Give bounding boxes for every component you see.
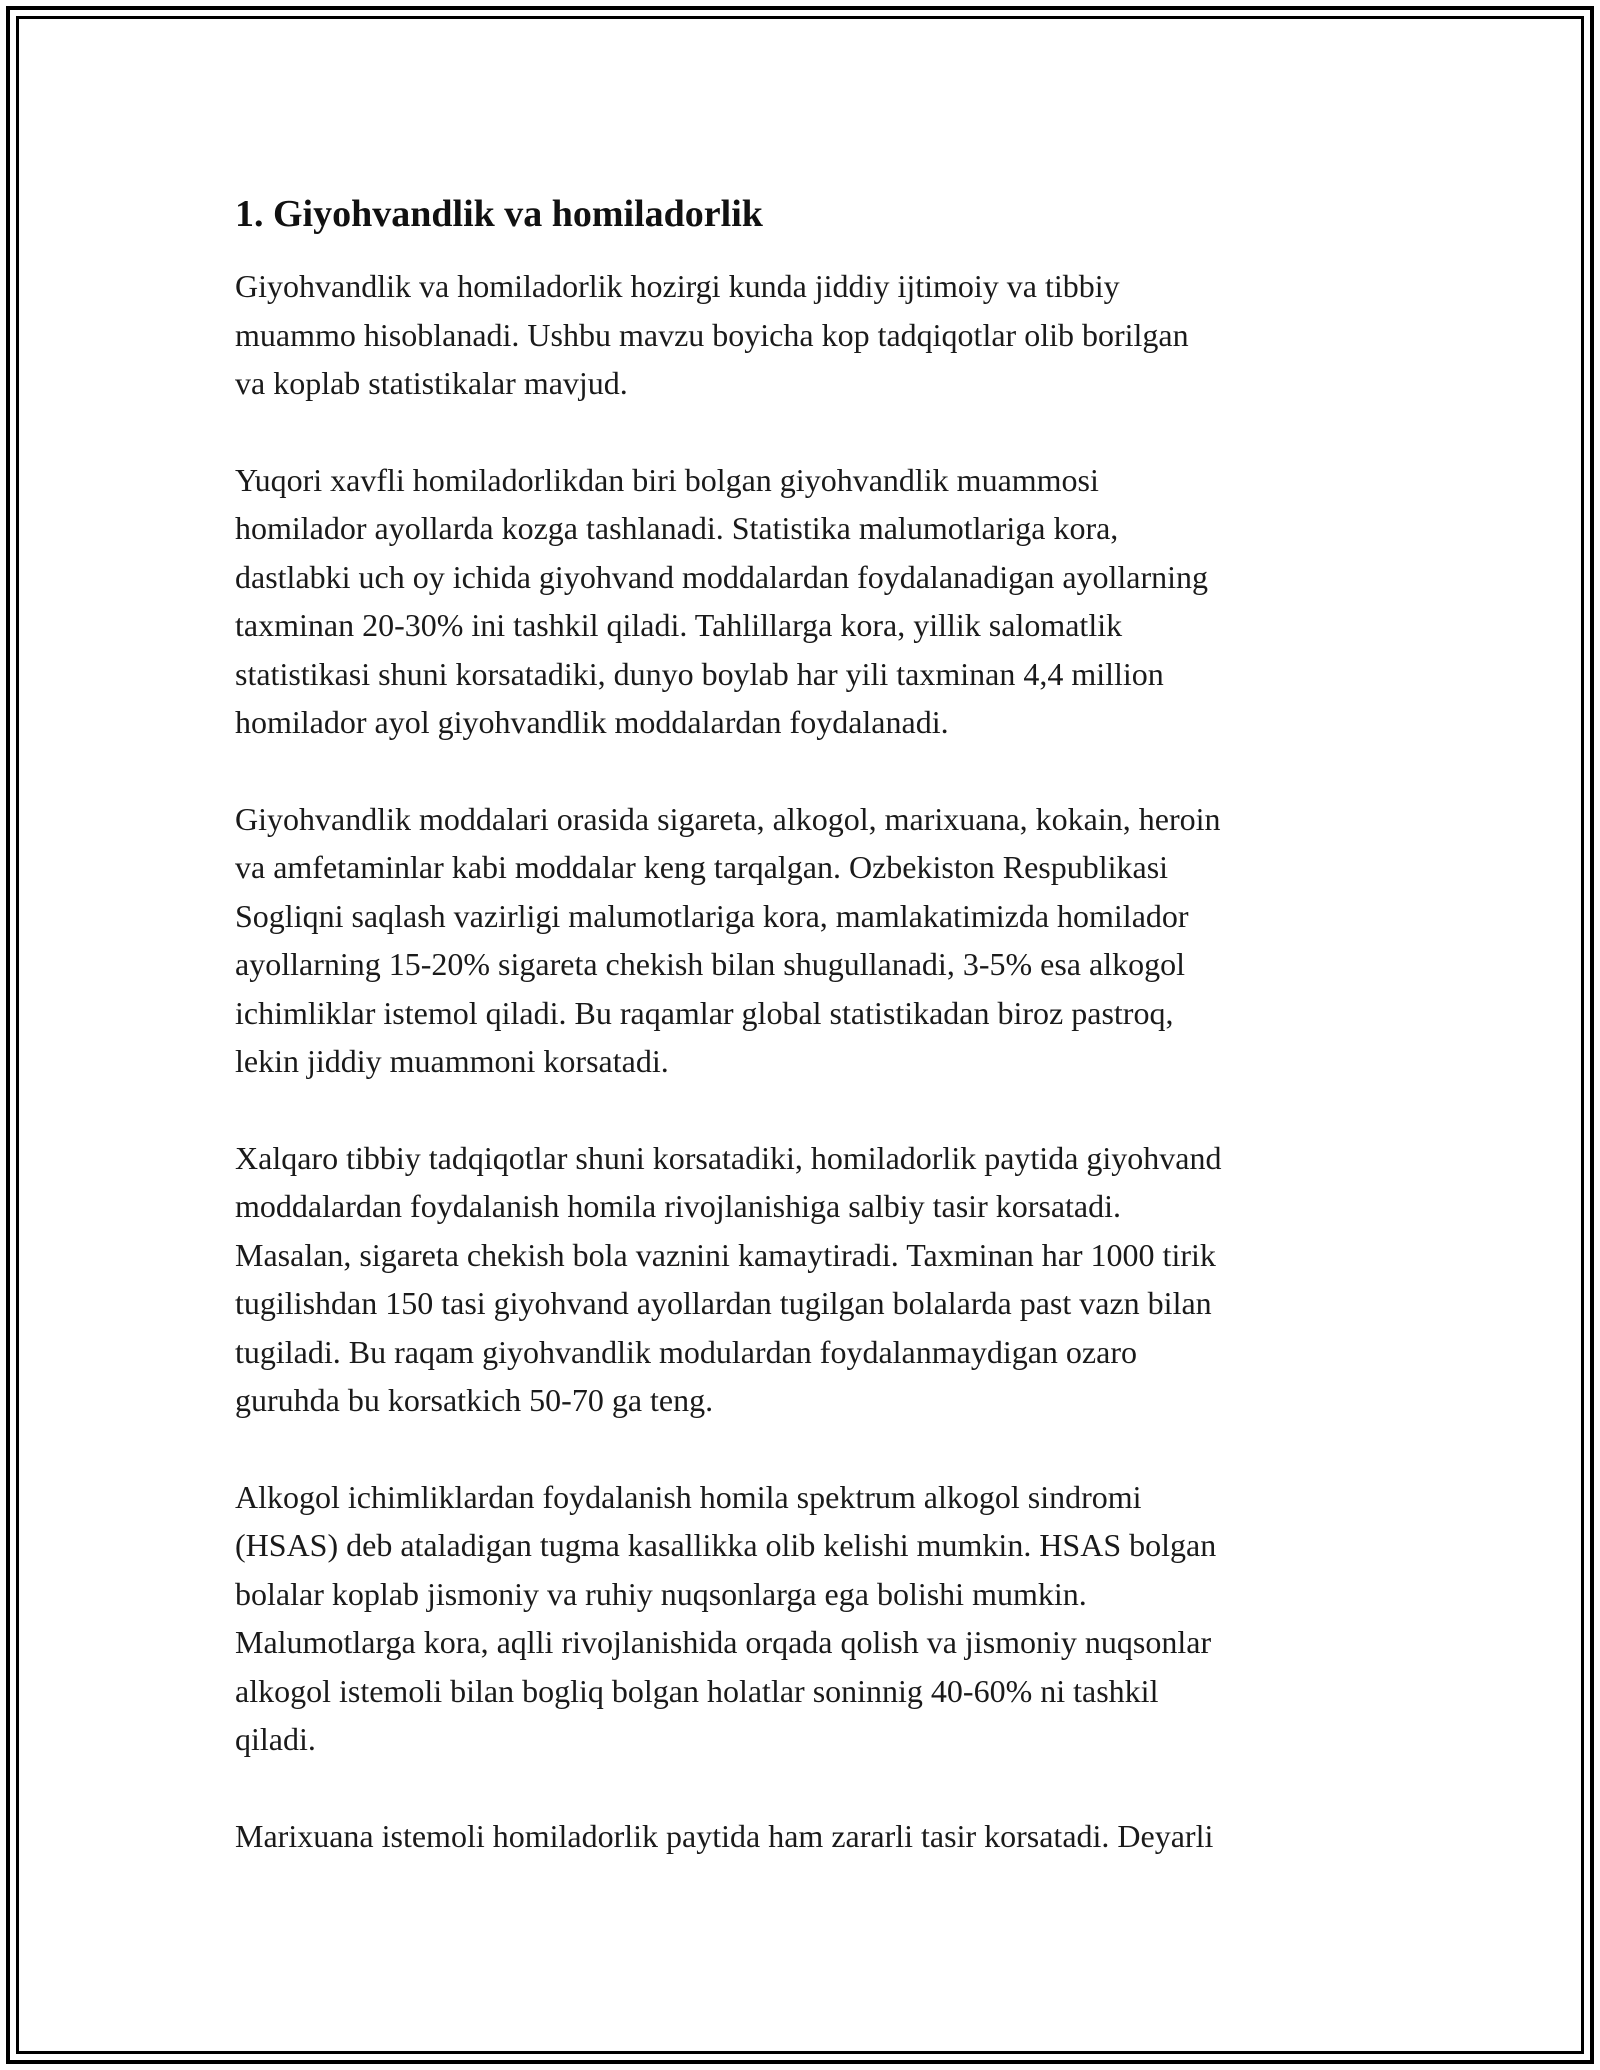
paragraph-substances-uzbekistan: Giyohvandlik moddalari orasida sigareta, alkogol, marixuana, kokain, heroin va amfetaminlar kabi moddalar keng tarqalgan. Ozbekiston Respublikasi Sogliqni saqlash vazirligi malumotlariga kora, mamlakatimizda homilador ayollarning 15-20% sigareta chekish bilan shugullanadi, 3-5% esa alkogol ichimliklar istemol qiladi. Bu raqamlar global statistikadan biroz pastroq, lekin jiddiy muammoni korsatadi. (235, 800, 1221, 1079)
paragraph-international-research: Xalqaro tibbiy tadqiqotlar shuni korsatadiki, homiladorlik paytida giyohvand moddalardan foydalanish homila rivojlanishiga salbiy tasir korsatadi. Masalan, sigareta chekish bola vaznini kamaytiradi. Taxminan har 1000 tirik tugilishdan 150 tasi giyohvand ayollardan tugilgan bolalarda past vazn bilan tugiladi. Bu raqam giyohvandlik modulardan foydalanmaydigan ozaro guruhda bu korsatkich 50-70 ga teng. (235, 1139, 1222, 1418)
paragraph-high-risk-statistics: Yuqori xavfli homiladorlikdan biri bolgan giyohvandlik muammosi homilador ayollarda kozga tashlanadi. Statistika malumotlariga kora, dastlabki uch oy ichida giyohvand moddalardan foydalanadigan ayollarning taxminan 20-30% ini tashkil qiladi. Tahlillarga kora, yillik salomatlik statistikasi shuni korsatadiki, dunyo boylab har yili taxminan 4,4 million homilador ayol giyohvandlik moddalardan foydalanadi. (235, 461, 1209, 740)
document-body (235, 190, 1385, 1860)
section-heading: 1. Giyohvandlik va homiladorlik (235, 193, 763, 235)
paragraph-marijuana: Marixuana istemoli homiladorlik paytida ham zararli tasir korsatadi. Deyarli (235, 1817, 1214, 1854)
paragraph-intro: Giyohvandlik va homiladorlik hozirgi kunda jiddiy ijtimoiy va tibbiy muammo hisoblanadi. Ushbu mavzu boyicha kop tadqiqotlar olib borilgan va koplab statistikalar mavjud. (235, 268, 1189, 401)
paragraph-alcohol-hsas: Alkogol ichimliklardan foydalanish homila spektrum alkogol sindromi (HSAS) deb ataladigan tugma kasallikka olib kelishi mumkin. HSAS bolgan bolalar koplab jismoniy va ruhiy nuqsonlarga ega bolishi mumkin. Malumotlarga kora, aqlli rivojlanishida orqada qolish va jismoniy nuqsonlar alkogol istemoli bilan bogliq bolgan holatlar soninnig 40-60% ni tashkil qiladi. (235, 1478, 1217, 1757)
